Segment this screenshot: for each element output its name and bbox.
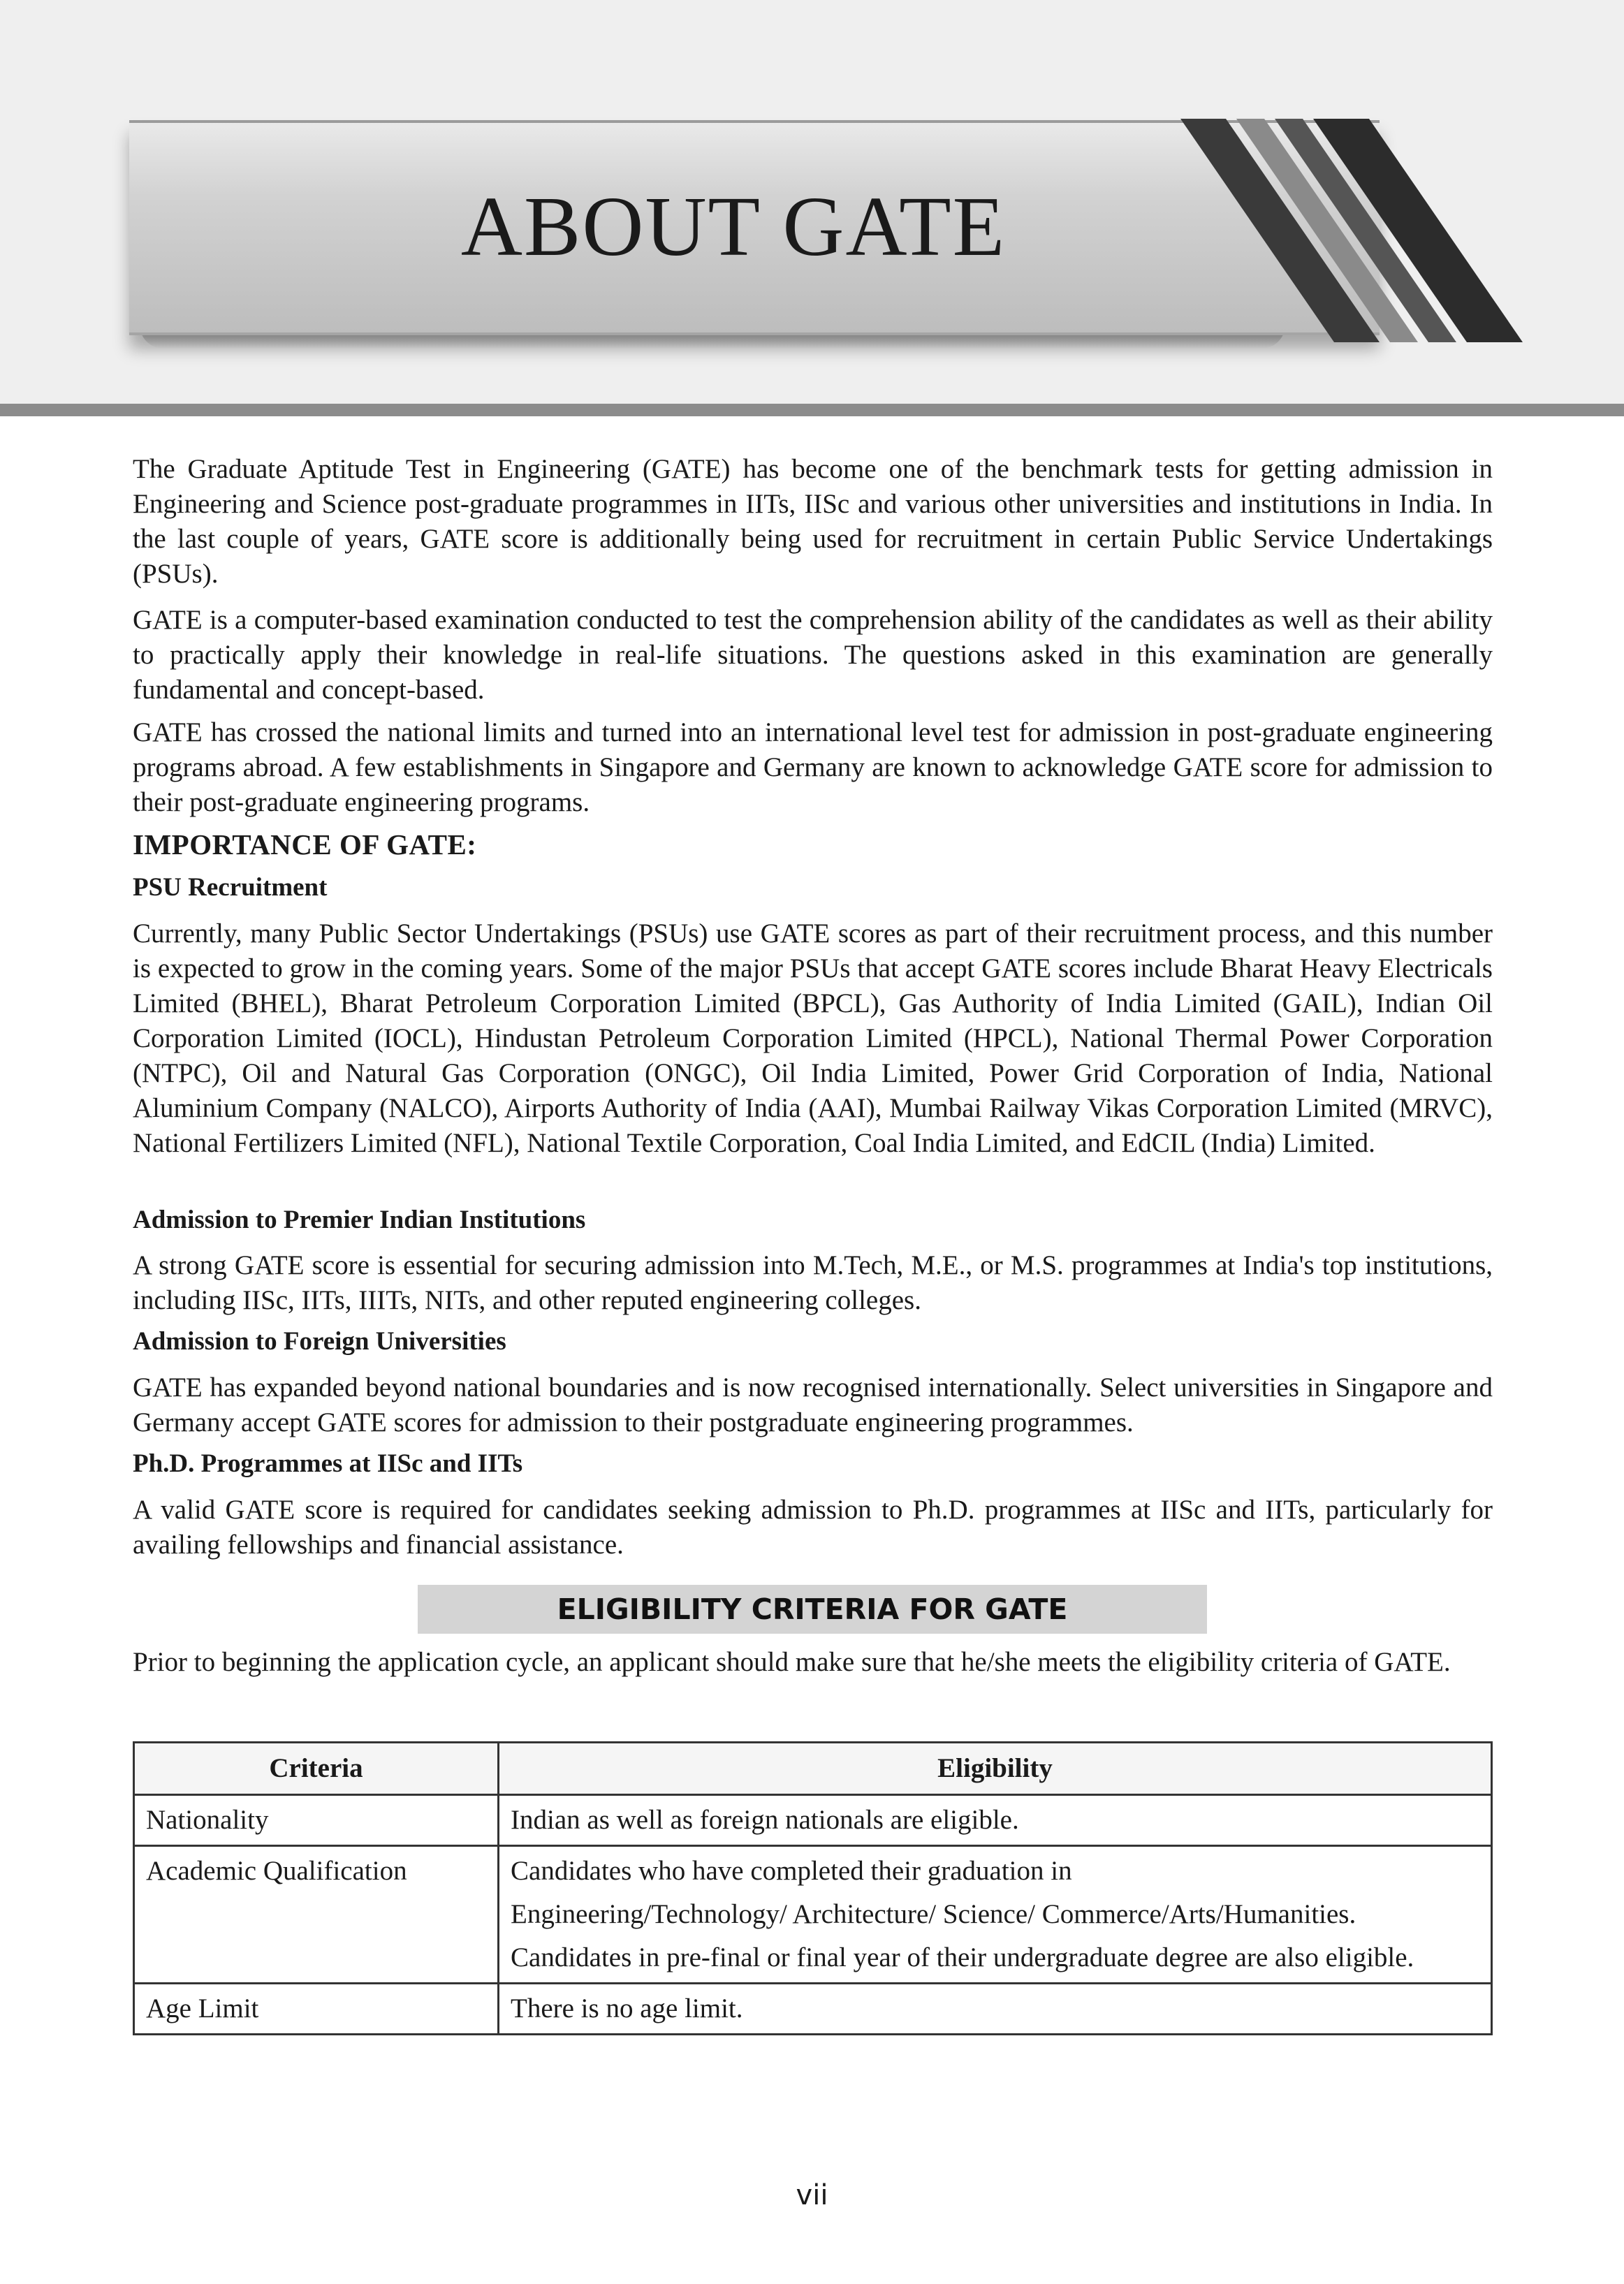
importance-heading: IMPORTANCE OF GATE: [133, 828, 477, 861]
psu-heading: PSU Recruitment [133, 873, 328, 902]
eligibility-intro: Prior to beginning the application cycle, an applicant should make sure that he/she meets the eligibility criteria of GATE. [133, 1647, 1451, 1677]
eligibility-table [133, 1741, 1493, 2035]
eligibility-line: Candidates who have completed their graduation in [511, 1856, 1072, 1886]
table-row [134, 1984, 1492, 2035]
eligibility-line: Engineering/Technology/ Architecture/ Science/ Commerce/Arts/Humanities. [511, 1899, 1356, 1929]
psu-paragraph: Currently, many Public Sector Undertakings (PSUs) use GATE scores as part of their recruitment process, and this number is expected to grow in the coming years. Some of the major PSUs that accept GATE scores include Bharat Heavy Electricals Limited (BHEL), Bharat Petroleum Corporation Limited (BPCL), Gas Authority of India Limited (GAIL), Indian Oil Corporation Limited (IOCL), Hindustan Petroleum Corporation Limited (HPCL), National Thermal Power Corporation (NTPC), Oil and Natural Gas Corporation (ONGC), Oil India Limited, Power Grid Corporation of India, National Aluminium Company (NALCO), Airports Authority of India (AAI), Mumbai Railway Vikas Corporation Limited (MRVC), National Fertilizers Limited (NFL), National Textile Corporation, Coal India Limited, and EdCIL (India) Limited. [133, 918, 1493, 1158]
intro-paragraph-2: GATE is a computer-based examination conducted to test the comprehension ability of the candidates as well as their ability to practically apply their knowledge in real-life situations. The questions asked in this examination are generally fundamental and concept-based. [133, 605, 1493, 705]
eligibility-heading-text: ELIGIBILITY CRITERIA FOR GATE [557, 1593, 1068, 1626]
table-cell-eligibility [499, 1846, 1492, 1984]
table-cell-criteria: Age Limit [134, 1984, 499, 2035]
table-cell-eligibility: There is no age limit. [499, 1984, 1492, 2035]
table-header-row [134, 1743, 1492, 1795]
banner-stripes-decoration [1160, 112, 1523, 349]
premier-heading: Admission to Premier Indian Institutions [133, 1206, 586, 1234]
table-row [134, 1795, 1492, 1846]
table-header-criteria: Criteria [134, 1743, 499, 1795]
foreign-paragraph: GATE has expanded beyond national boundaries and is now recognised internationally. Select universities in Singapore and Germany accept GATE scores for admission to their postgraduate engineering programmes. [133, 1372, 1493, 1437]
eligibility-line: Candidates in pre-final or final year of their undergraduate degree are also eligible. [511, 1942, 1414, 1972]
page-title: ABOUT GATE [460, 180, 1007, 274]
table-cell-criteria: Academic Qualification [134, 1846, 499, 1984]
table-cell-eligibility: Indian as well as foreign nationals are eligible. [499, 1795, 1492, 1846]
foreign-heading: Admission to Foreign Universities [133, 1327, 506, 1356]
intro-paragraph-1: The Graduate Aptitude Test in Engineering (GATE) has become one of the benchmark tests for getting admission in Engineering and Science post-graduate programmes in IITs, IISc and various other universities and institutions in India. In the last couple of years, GATE score is additionally being used for recruitment in certain Public Service Undertakings (PSUs). [133, 454, 1493, 589]
intro-paragraph-3: GATE has crossed the national limits and turned into an international level test for admission in post-graduate engineering programs abroad. A few establishments in Singapore and Germany are known to acknowledge GATE score for admission to their post-graduate engineering programs. [133, 717, 1493, 817]
premier-paragraph: A strong GATE score is essential for securing admission into M.Tech, M.E., or M.S. programmes at India's top institutions, including IISc, IITs, IIITs, NITs, and other reputed engineering colleges. [133, 1250, 1493, 1315]
phd-heading: Ph.D. Programmes at IISc and IITs [133, 1449, 523, 1478]
page-number: vii [796, 2179, 828, 2211]
table-row [134, 1846, 1492, 1984]
header-rule [0, 404, 1624, 416]
table-cell-criteria: Nationality [134, 1795, 499, 1846]
table-header-eligibility: Eligibility [499, 1743, 1492, 1795]
eligibility-section-heading [418, 1585, 1207, 1634]
phd-paragraph: A valid GATE score is required for candidates seeking admission to Ph.D. programmes at IISc and IITs, particularly for availing fellowships and financial assistance. [133, 1495, 1493, 1560]
